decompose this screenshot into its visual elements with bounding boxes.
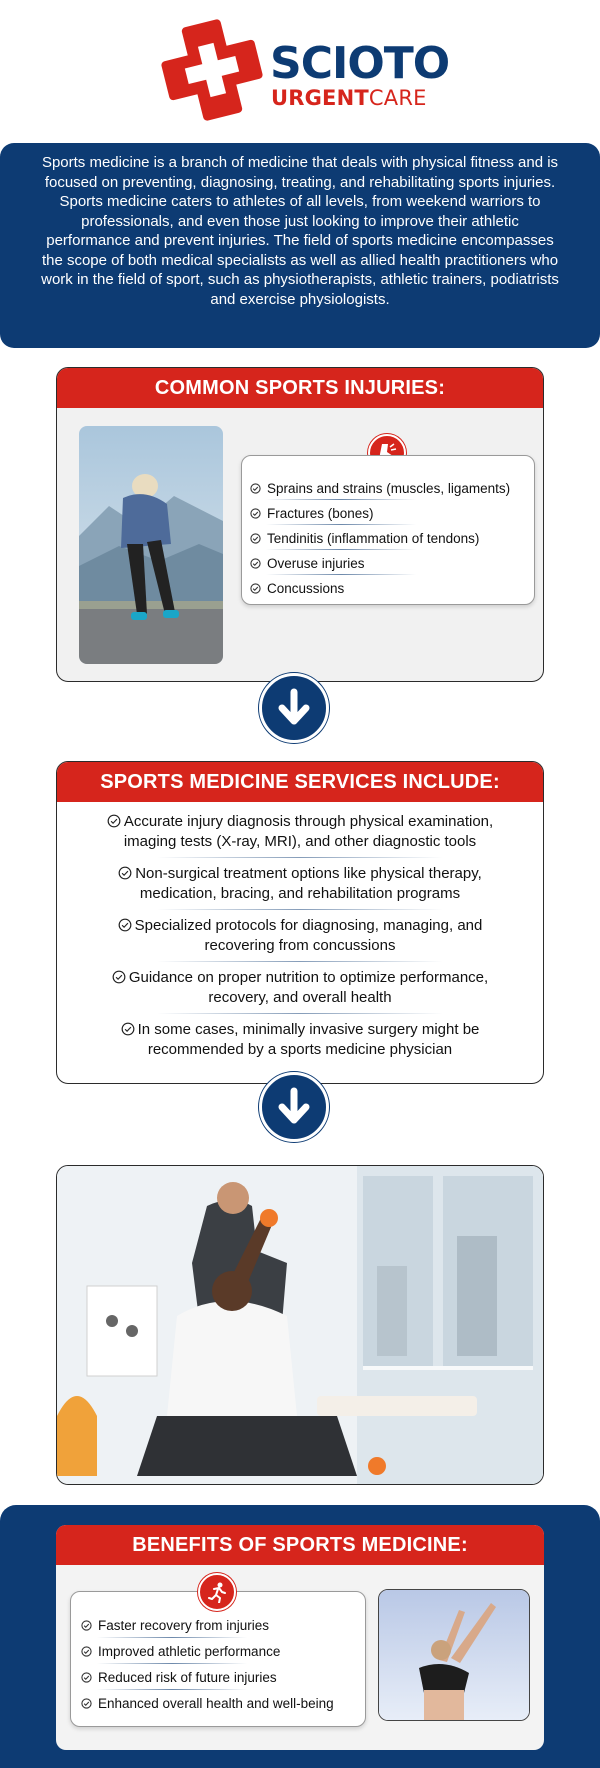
brand-subname: URGENTCARE	[271, 86, 427, 110]
list-item: Improved athletic performance	[81, 1638, 355, 1664]
list-item: Specialized protocols for diagnosing, managing, and recovering from concussions	[57, 916, 543, 956]
list-item: Faster recovery from injuries	[81, 1612, 355, 1638]
list-item: Sprains and strains (muscles, ligaments)	[250, 476, 526, 501]
check-circle-icon	[121, 1022, 135, 1036]
intro-text: Sports medicine is a branch of medicine that deals with physical fitness and is focused on preventing, diagnosing, treating, and rehabilitating sports injuries. Sports medicine caters to athletes of all levels, from weekend warriors to professionals, and even those just looking to improve their athletic performance and prevent injuries. The field of sports medicine encompasses the scope of both medical specialists as well as allied health practitioners who work in the field of sport, such as physiotherapists, athletic trainers, podiatrists and exercise physiologists.	[41, 154, 559, 308]
list-item: In some cases, minimally invasive surgery might be recommended by a sports medicine physician	[57, 1020, 543, 1060]
list-item: Reduced risk of future injuries	[81, 1664, 355, 1690]
check-circle-icon	[81, 1698, 92, 1709]
list-item: Overuse injuries	[250, 551, 526, 576]
check-circle-icon	[250, 483, 261, 494]
check-circle-icon	[250, 533, 261, 544]
list-item: Enhanced overall health and well-being	[81, 1690, 355, 1716]
injuries-title: COMMON SPORTS INJURIES:	[57, 368, 543, 408]
list-item: Tendinitis (inflammation of tendons)	[250, 526, 526, 551]
list-item: Accurate injury diagnosis through physical examination, imaging tests (X-ray, MRI), and other diagnostic tools	[57, 812, 543, 852]
injuries-list	[241, 455, 535, 605]
check-circle-icon	[112, 970, 126, 984]
check-circle-icon	[107, 814, 121, 828]
check-circle-icon	[118, 918, 132, 932]
intro-panel	[0, 143, 600, 348]
services-title: SPORTS MEDICINE SERVICES INCLUDE:	[57, 762, 543, 802]
check-circle-icon	[81, 1620, 92, 1631]
list-item: Fractures (bones)	[250, 501, 526, 526]
benefits-list	[70, 1591, 366, 1727]
medical-cross-logo-icon	[158, 16, 266, 124]
arrow-down-icon	[259, 1072, 329, 1142]
stretching-woman-photo	[378, 1589, 530, 1721]
check-circle-icon	[81, 1672, 92, 1683]
benefits-card	[56, 1525, 544, 1750]
benefits-title: BENEFITS OF SPORTS MEDICINE:	[56, 1525, 544, 1565]
list-item: Concussions	[250, 576, 526, 601]
physical-therapy-photo	[56, 1165, 544, 1485]
injuries-card	[56, 367, 544, 682]
injured-runner-photo	[79, 426, 223, 664]
arrow-down-icon	[259, 673, 329, 743]
list-item: Guidance on proper nutrition to optimize performance, recovery, and overall health	[57, 968, 543, 1008]
brand-name: SCIOTO	[270, 38, 450, 89]
list-item: Non-surgical treatment options like physical therapy, medication, bracing, and rehabilitation programs	[57, 864, 543, 904]
logo	[0, 0, 600, 138]
check-circle-icon	[250, 583, 261, 594]
check-circle-icon	[118, 866, 132, 880]
check-circle-icon	[250, 558, 261, 569]
running-person-icon	[198, 1573, 236, 1611]
check-circle-icon	[81, 1646, 92, 1657]
check-circle-icon	[250, 508, 261, 519]
services-card	[56, 761, 544, 1084]
